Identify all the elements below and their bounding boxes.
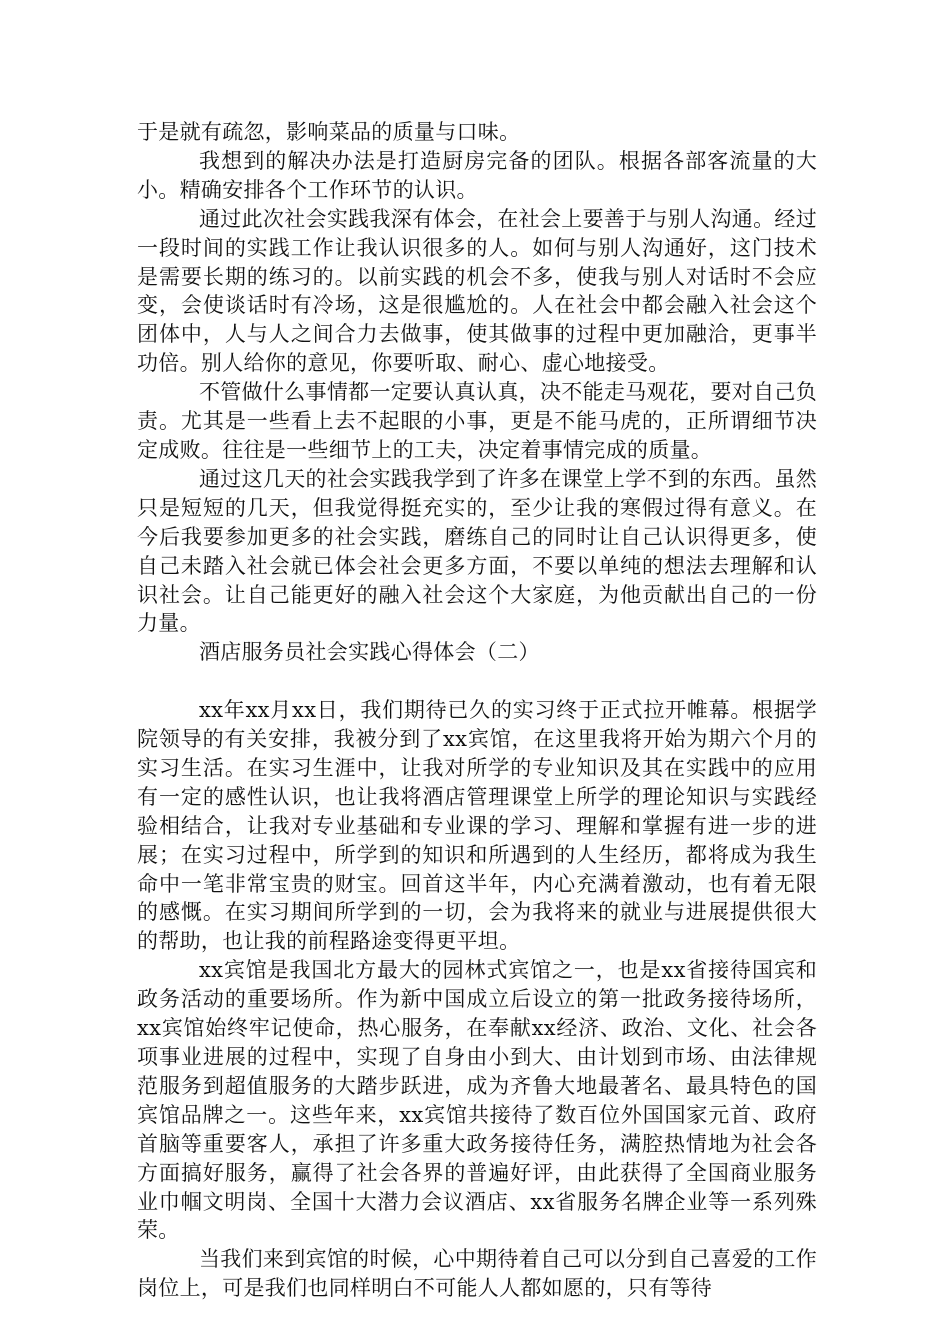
paragraph: 不管做什么事情都一定要认真认真，决不能走马观花，要对自己负责。尤其是一些看上去不起眼的小事，更是不能马虎的，正所谓细节决定成败。往往是一些细节上的工夫，决定着事情完成的质量。: [137, 380, 817, 462]
document-body: [137, 118, 817, 1303]
section-title: 酒店服务员社会实践心得体会（二）: [199, 640, 540, 665]
paragraph: 通过这几天的社会实践我学到了许多在课堂上学不到的东西。虽然只是短短的几天，但我觉得挺充实的，至少让我的寒假过得有意义。在今后我要参加更多的社会实践，磨练自己的同时让自己认识得更多，使自己未踏入社会就已体会社会更多方面，不要以单纯的想法去理解和认识社会。让自己能更好的融入社会这个大家庭，为他贡献出自己的一份力量。: [137, 466, 817, 636]
paragraph: xx年xx月xx日，我们期待已久的实习终于正式拉开帷幕。根据学院领导的有关安排，我被分到了xx宾馆，在这里我将开始为期六个月的实习生活。在实习生涯中，让我对所学的专业知识及其在实践中的应用有一定的感性认识，也让我将酒店管理课堂上所学的理论知识与实践经验相结合，让我对专业基础和专业课的学习、理解和掌握有进一步的进展；在实习过程中，所学到的知识和所遇到的人生经历，都将成为我生命中一笔非常宝贵的财宝。回首这半年，内心充满着激动，也有着无限的感慨。在实习期间所学到的一切，会为我将来的就业与进展提供很大的帮助，也让我的前程路途变得更平坦。: [137, 698, 817, 954]
blank-line: [137, 667, 817, 696]
paragraph: 当我们来到宾馆的时候，心中期待着自己可以分到自己喜爱的工作岗位上，可是我们也同样明白不可能人人都如愿的，只有等待: [137, 1247, 817, 1301]
paragraph: xx宾馆是我国北方最大的园林式宾馆之一，也是xx省接待国宾和政务活动的重要场所。作为新中国成立后设立的第一批政务接待场所，xx宾馆始终牢记使命，热心服务，在奉献xx经济、政治、文化、社会各项事业进展的过程中，实现了自身由小到大、由计划到市场、由法律规范服务到超值服务的大踏步跃进，成为齐鲁大地最著名、最具特色的国宾馆品牌之一。这些年来，xx宾馆共接待了数百位外国国家元首、政府首脑等重要客人，承担了许多重大政务接待任务，满腔热情地为社会各方面搞好服务，赢得了社会各界的普遍好评，由此获得了全国商业服务业巾帼文明岗、全国十大潜力会议酒店、xx省服务名牌企业等一系列殊荣。: [137, 958, 817, 1243]
paragraph-continuation: 于是就有疏忽，影响菜品的质量与口味。: [137, 120, 521, 144]
paragraph: 通过此次社会实践我深有体会，在社会上要善于与别人沟通。经过一段时间的实践工作让我认识很多的人。如何与别人沟通好，这门技术是需要长期的练习的。以前实践的机会不多，使我与别人对话时不会应变，会使谈话时有冷场，这是很尴尬的。人在社会中都会融入社会这个团体中，人与人之间合力去做事，使其做事的过程中更加融洽，更事半功倍。别人给你的意见，你要听取、耐心、虚心地接受。: [137, 206, 817, 376]
paragraph: 我想到的解决办法是打造厨房完备的团队。根据各部客流量的大小。精确安排各个工作环节的认识。: [137, 148, 817, 202]
